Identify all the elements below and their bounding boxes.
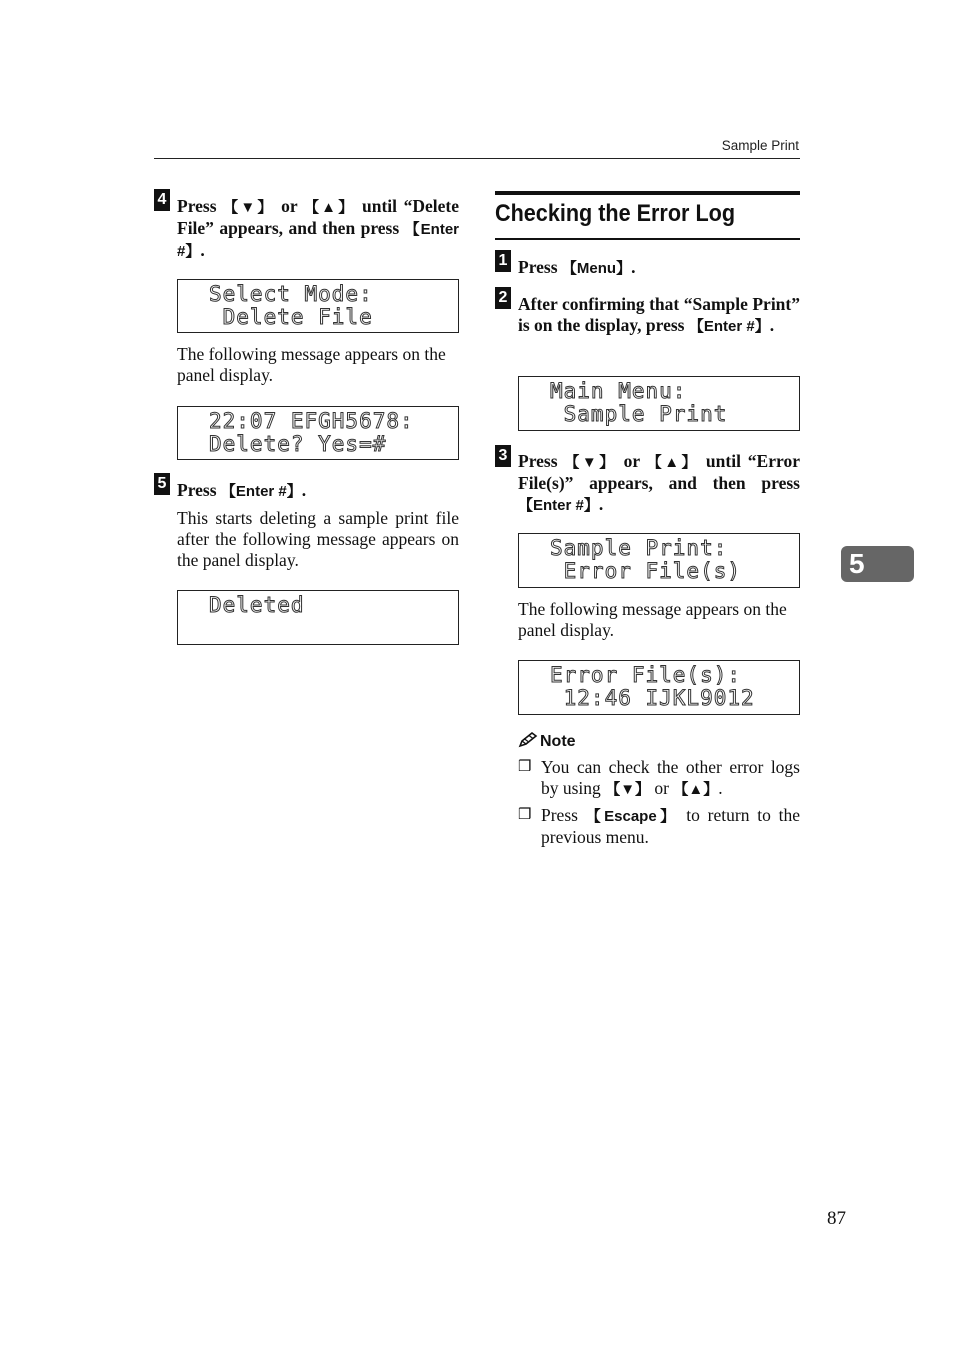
down-arrow-key: 【▼】	[223, 199, 275, 216]
panel-display-delete-confirm	[177, 406, 459, 460]
panel-display-select-mode	[177, 279, 459, 333]
step-text: After confirming that “Sample Print” is on the display, press	[518, 294, 800, 335]
down-arrow-key: 【▼】	[564, 454, 617, 471]
panel-display-deleted	[177, 590, 459, 645]
section-title: Checking the Error Log	[495, 200, 736, 227]
note-text: Press	[541, 805, 586, 825]
lcd-line-1: Select Mode:	[209, 282, 373, 306]
note-heading	[518, 732, 576, 751]
up-arrow-key: 【▲】	[646, 454, 700, 471]
step-text: Press	[518, 257, 562, 277]
lcd-line-2: Sample Print	[550, 402, 728, 426]
enter-key: 【Enter #】	[688, 318, 770, 335]
note-item-2	[518, 805, 800, 848]
section-rule-bottom	[495, 238, 800, 240]
running-header: Sample Print	[721, 138, 799, 153]
lcd-line-2: Error File(s)	[550, 559, 742, 583]
step-text: or	[616, 451, 647, 471]
step-4-instruction	[177, 196, 459, 262]
header-rule	[154, 158, 800, 159]
pencil-icon	[518, 732, 538, 748]
enter-key: 【Enter #】	[220, 483, 302, 500]
note-text: You can check the other error logs by using	[541, 757, 800, 798]
checkbox-bullet-icon: ❒	[518, 807, 532, 823]
step-number-4: 4	[154, 189, 170, 211]
panel-display-main-menu	[518, 376, 800, 431]
lcd-line-2: Delete? Yes=#	[209, 432, 387, 456]
lcd-line-2: Delete File	[209, 305, 373, 329]
enter-key: 【Enter #】	[518, 497, 599, 514]
note-text: to return to the previous menu.	[541, 805, 800, 847]
page-number: 87	[827, 1208, 846, 1229]
note-text: .	[718, 778, 723, 798]
chapter-tab: 5	[841, 546, 914, 582]
lcd-line-1: Error File(s):	[550, 663, 742, 687]
menu-key: 【Menu】	[561, 260, 632, 277]
step-1-instruction	[518, 257, 800, 279]
paragraph-message-appears: The following message appears on the panel display.	[518, 599, 787, 640]
step-text: .	[631, 257, 636, 277]
lcd-line-1: 22:07 EFGH5678:	[209, 409, 414, 433]
lcd-line-1: Deleted	[209, 593, 305, 617]
panel-display-sample-print	[518, 533, 800, 588]
note-title: Note	[540, 733, 576, 750]
up-arrow-key: 【▲】	[303, 199, 356, 216]
step-text: .	[598, 494, 604, 514]
enter-key: 【Enter #】	[177, 221, 460, 260]
lcd-line-1: Main Menu:	[550, 379, 687, 403]
step-number-1: 1	[495, 250, 511, 272]
step-text: .	[200, 240, 205, 260]
step-3-instruction	[518, 451, 800, 516]
note-text: or	[650, 778, 674, 798]
down-arrow-key: 【▼】	[605, 781, 651, 798]
step-2-instruction	[518, 294, 800, 337]
step-text: .	[301, 480, 307, 500]
step-text: Press	[518, 451, 565, 471]
note-item-1	[518, 757, 800, 800]
step-text: until “Delete File” appears, and then press	[177, 196, 459, 238]
lcd-line-1: Sample Print:	[550, 536, 728, 560]
panel-display-error-files	[518, 660, 800, 715]
step-text: or	[274, 196, 304, 216]
paragraph-message-appears: The following message appears on the panel display.	[177, 344, 446, 385]
step-text: Press	[177, 480, 221, 500]
escape-key: 【Escape】	[585, 808, 679, 825]
section-rule-top	[495, 191, 800, 195]
step-text: until “Error File(s)” appears, and then press	[518, 451, 800, 493]
step-number-5: 5	[154, 473, 170, 495]
step-5-instruction	[177, 480, 459, 502]
lcd-line-2: 12:46 IJKL9012	[550, 686, 755, 710]
step-number-3: 3	[495, 445, 511, 467]
step-text: .	[769, 315, 775, 335]
paragraph-starts-deleting: This starts deleting a sample print file after the following message appears on the panel display.	[177, 508, 459, 570]
checkbox-bullet-icon: ❒	[518, 759, 532, 775]
step-number-2: 2	[495, 287, 511, 309]
up-arrow-key: 【▲】	[673, 781, 719, 798]
step-text: Press	[177, 196, 224, 216]
